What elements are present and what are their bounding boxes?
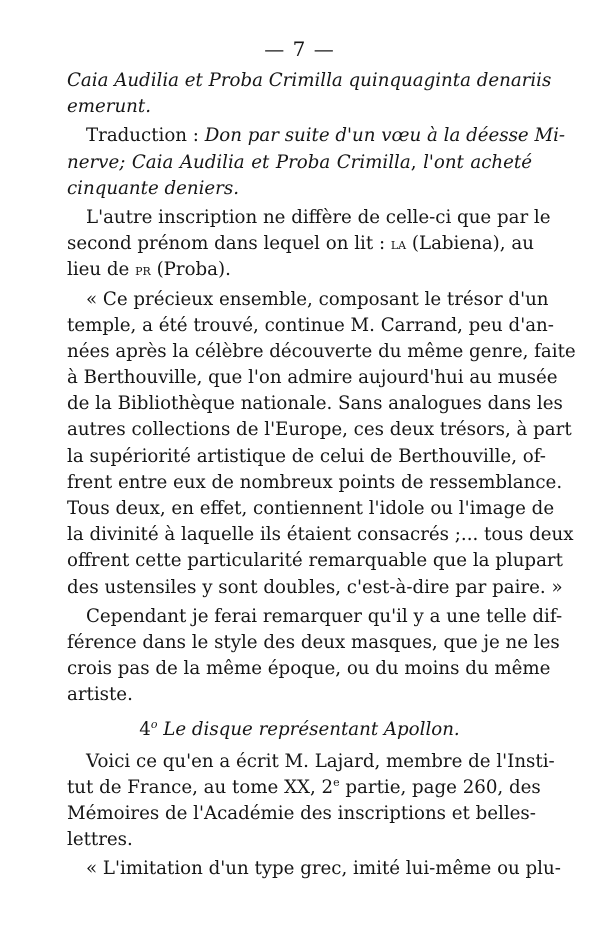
text-line: frent entre eux de nombreux points de ressemblance. xyxy=(67,471,563,493)
text-line: à Berthouville, que l'on admire aujourd'hui au musée xyxy=(67,367,558,389)
heading-number: 4 xyxy=(139,718,151,740)
inscription-comparison-paragraph xyxy=(67,205,551,284)
punctuation: , xyxy=(410,151,424,173)
text-line xyxy=(67,231,532,257)
text-line: temple, a été trouvé, continue M. Carrand, peu d'an- xyxy=(67,314,554,336)
text-line: la supériorité artistique de celui de Berthouville, of- xyxy=(67,445,546,467)
text-line: Cependant je ferai remarquer qu'il y a une telle dif- xyxy=(86,605,563,627)
text-line: de la Bibliothèque nationale. Sans analogues dans les xyxy=(67,393,563,415)
text-line xyxy=(67,123,566,149)
text-line: crois pas de la même époque, ou du moins du même xyxy=(67,658,551,680)
text-line: autres collections de l'Europe, ces deux trésors, à part xyxy=(67,419,572,441)
text-line xyxy=(67,775,541,801)
imitation-paragraph xyxy=(67,856,561,882)
translation-paragraph xyxy=(67,123,566,202)
translation-label: Traduction : xyxy=(86,125,205,147)
text-line xyxy=(67,257,532,283)
heading-title: Le disque représentant Apollon. xyxy=(157,718,460,740)
text-fragment: tut de France, au tome XX, 2 xyxy=(67,776,334,798)
text-line xyxy=(67,150,532,176)
masks-remark-paragraph xyxy=(67,604,563,709)
ordinal-superscript: e xyxy=(333,775,340,789)
small-caps-abbreviation: pr xyxy=(135,260,151,280)
text-line: Voici ce qu'en a écrit M. Lajard, membre de l'Insti- xyxy=(86,750,555,772)
page-number: — 7 — xyxy=(264,37,335,61)
text-fragment: (Labiena), au xyxy=(406,233,534,255)
text-fragment: lieu de xyxy=(67,259,136,281)
text-fragment: second prénom dans lequel on lit : xyxy=(67,233,391,255)
text-line: artiste. xyxy=(67,684,133,706)
text-line: férence dans le style des deux masques, que je ne les xyxy=(67,631,560,653)
book-page xyxy=(67,34,576,883)
translation-text: nerve; Caia Audilia et Proba Crimilla xyxy=(67,151,411,173)
small-caps-abbreviation: la xyxy=(390,234,407,254)
lajard-paragraph xyxy=(67,749,555,854)
section-heading xyxy=(67,717,532,743)
text-line: offrent cette particularité remarquable que la plupart xyxy=(67,550,563,572)
text-line: emerunt. xyxy=(67,96,151,118)
text-line: Tous deux, en effet, contiennent l'idole ou l'image de xyxy=(67,498,555,519)
text-line: « L'imitation d'un type grec, imité lui-même ou plu- xyxy=(86,858,561,880)
text-line: lettres. xyxy=(67,829,133,851)
text-line: « Ce précieux ensemble, composant le trésor d'un xyxy=(86,288,549,310)
text-fragment: partie, page 260, des xyxy=(339,776,541,798)
text-fragment: (Proba). xyxy=(150,259,231,281)
text-line: des ustensiles y sont doubles, c'est-à-dire par paire. » xyxy=(67,576,563,598)
text-line: cinquante deniers. xyxy=(67,177,239,199)
text-line: Caia Audilia et Proba Crimilla quinquaginta denariis xyxy=(67,70,552,91)
heading-ordinal: o xyxy=(150,717,158,731)
translation-text: l'ont acheté xyxy=(423,151,532,173)
translation-text: Don par suite d'un vœu à la déesse Mi- xyxy=(204,125,566,147)
text-line: Mémoires de l'Académie des inscriptions et belles- xyxy=(67,803,536,825)
carrand-quotation-paragraph xyxy=(67,287,576,601)
text-line: la divinité à laquelle ils étaient consacrés ;... tous deux xyxy=(67,524,574,546)
text-line: nées après la célèbre découverte du même genre, faite xyxy=(67,340,576,362)
text-line: L'autre inscription ne diffère de celle-ci que par le xyxy=(86,206,551,228)
latin-inscription-paragraph xyxy=(67,68,552,120)
